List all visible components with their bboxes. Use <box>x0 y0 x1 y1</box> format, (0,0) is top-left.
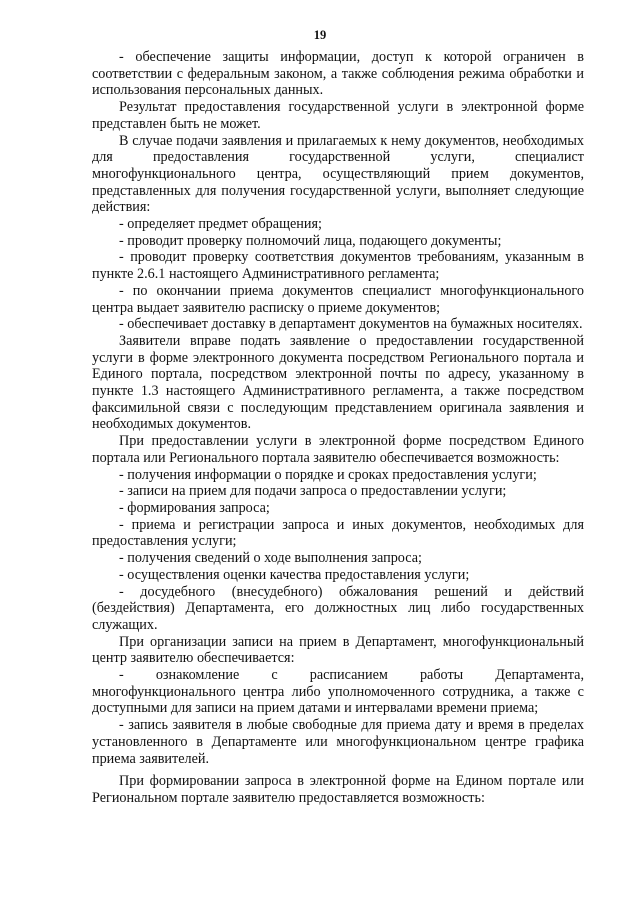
page-number: 19 <box>313 28 327 42</box>
paragraph-applicants-rights: Заявители вправе подать заявление о предоставлении государственной услуги в форме электронного документа посредством Регионального портала и Единого портала, посредством электронной почты по адресу, указанному в пункте 1.3 настоящего Административного регламента, а также посредством факсимильной связи с последующим представлением оригинала заявления и необходимых документов. <box>92 332 584 433</box>
list-item-checks-compliance: - проводит проверку соответствия документов требованиям, указанным в пункте 2.6.1 настоящего Административного регламента; <box>92 249 584 283</box>
list-item-ensures-delivery: - обеспечивает доставку в департамент документов на бумажных носителях. <box>119 316 583 333</box>
list-item-schedule-familiarization: - ознакомление с расписанием работы Департамента, многофункционального центра либо уполномоченного сотрудника, а также с доступными для записи на прием датами и интервалами времени приема; <box>92 667 584 717</box>
list-item-defines-subject: - определяет предмет обращения; <box>119 216 322 233</box>
paragraph-request-formation: При формировании запроса в электронной форме на Едином портале или Региональном портале заявителю предоставляется возможность: <box>92 773 584 806</box>
list-item-issues-receipt: - по окончании приема документов специалист многофункционального центра выдает заявителю расписку о приеме документов; <box>92 282 584 316</box>
paragraph-result-electronic: Результат предоставления государственной услуги в электронной форме представлен быть не может. <box>92 99 584 132</box>
list-item-checks-authority: - проводит проверку полномочий лица, подающего документы; <box>119 232 502 249</box>
document-body <box>92 49 584 807</box>
list-item-appointment: - записи на прием для подачи запроса о предоставлении услуги; <box>119 483 507 500</box>
list-item-registration: - приема и регистрации запроса и иных документов, необходимых для предоставления услуги; <box>92 516 584 550</box>
paragraph-electronic-possibilities: При предоставлении услуги в электронной форме посредством Единого портала или Регионального портала заявителю обеспечивается возможность: <box>92 433 584 466</box>
paragraph-appointment-organization: При организации записи на прием в Департамент, многофункциональный центр заявителю обеспечивается: <box>92 633 584 667</box>
list-item-quality-assessment: - осуществления оценки качества предоставления услуги; <box>119 566 470 583</box>
list-item-get-information: - получения информации о порядке и сроках предоставления услуги; <box>119 466 537 483</box>
list-item-form-request: - формирования запроса; <box>119 499 270 516</box>
list-item-request-status: - получения сведений о ходе выполнения запроса; <box>119 550 422 567</box>
paragraph-info-protection: - обеспечение защиты информации, доступ к которой ограничен в соответствии с федеральным законом, а также соблюдения режима обработки и использования персональных данных. <box>92 49 584 99</box>
list-item-pretrial-appeal: - досудебного (внесудебного) обжалования решений и действий (бездействия) Департамента, его должностных лиц либо государственных служащих. <box>92 583 584 633</box>
paragraph-mfc-actions-intro: В случае подачи заявления и прилагаемых к нему документов, необходимых для предоставления государственной услуги, специалист многофункционального центра, осуществляющий прием документов, представленных для получения государственной услуги, выполняет следующие действия: <box>92 132 584 216</box>
list-item-applicant-booking: - запись заявителя в любые свободные для приема дату и время в пределах установленного в Департаменте или многофункциональном центре графика приема заявителей. <box>92 717 584 767</box>
